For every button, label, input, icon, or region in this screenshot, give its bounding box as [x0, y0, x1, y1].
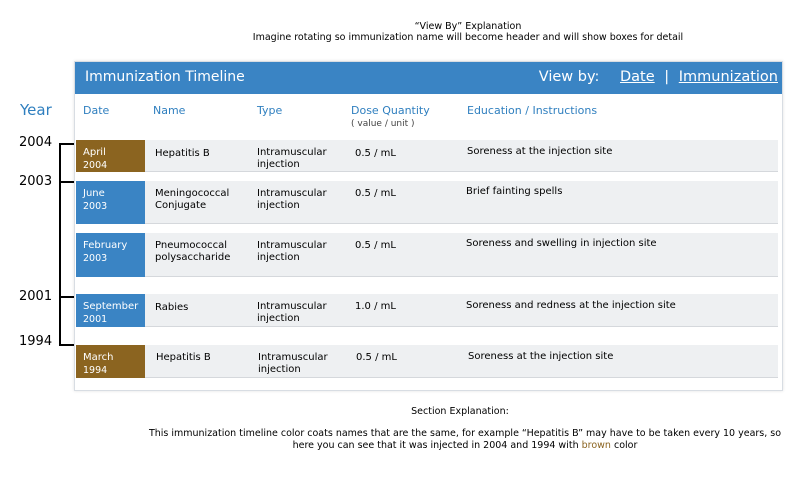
- row-dose: 0.5 / mL: [356, 352, 397, 363]
- date-year: 1994: [83, 365, 108, 376]
- table-row[interactable]: [76, 233, 778, 277]
- timeline-year-2003: 2003: [19, 174, 53, 189]
- row-dose: 0.5 / mL: [355, 240, 396, 251]
- row-education: Soreness at the injection site: [468, 351, 614, 362]
- date-month: June: [83, 188, 105, 199]
- column-subheader-dose-unit: ( value / unit ): [351, 119, 415, 129]
- row-education: Soreness and swelling in injection site: [466, 238, 657, 249]
- view-by-separator: |: [664, 69, 670, 85]
- column-header-education: Education / Instructions: [467, 104, 598, 117]
- timeline-year-2004: 2004: [19, 135, 53, 150]
- row-name: Pneumococcal polysaccharide: [155, 240, 231, 263]
- table-row[interactable]: [76, 181, 778, 224]
- row-type: Intramuscular injection: [257, 301, 327, 324]
- row-name: Hepatitis B: [155, 148, 210, 159]
- row-type: Intramuscular injection: [258, 352, 328, 375]
- row-type: Intramuscular injection: [257, 147, 327, 170]
- date-box[interactable]: [76, 233, 145, 277]
- year-header: Year: [20, 101, 52, 119]
- date-box[interactable]: [76, 140, 145, 172]
- row-name: Rabies: [155, 302, 189, 313]
- section-explanation-text-end: color: [614, 440, 638, 451]
- column-header-name: Name: [153, 104, 186, 117]
- row-education: Soreness at the injection site: [467, 146, 613, 157]
- table-row[interactable]: [76, 140, 778, 172]
- row-name: Hepatitis B: [156, 352, 211, 363]
- view-by-controls: [539, 69, 778, 85]
- section-explanation-body: [140, 428, 790, 452]
- date-box[interactable]: [76, 181, 145, 224]
- date-month: April: [83, 147, 106, 158]
- timeline-year-1994: 1994: [19, 334, 53, 349]
- date-year: 2004: [83, 160, 108, 171]
- row-education: Soreness and redness at the injection site: [466, 300, 676, 311]
- column-header-type: Type: [257, 104, 283, 117]
- row-dose: 0.5 / mL: [355, 188, 396, 199]
- column-header-dose: Dose Quantity: [351, 104, 430, 117]
- table-row[interactable]: [76, 294, 778, 327]
- date-box[interactable]: [76, 294, 145, 327]
- section-explanation-title: Section Explanation:: [411, 406, 509, 417]
- view-by-label: View by:: [538, 69, 600, 85]
- date-month: September: [83, 301, 139, 312]
- panel-title: Immunization Timeline: [85, 69, 245, 85]
- date-box[interactable]: [76, 345, 145, 378]
- date-month: March: [83, 352, 114, 363]
- date-year: 2001: [83, 314, 108, 325]
- timeline-bracket-line: [59, 143, 61, 345]
- row-type: Intramuscular injection: [257, 240, 327, 263]
- panel-header: [75, 62, 782, 94]
- timeline-year-2001: 2001: [19, 289, 53, 304]
- column-header-date: Date: [83, 104, 110, 117]
- date-month: February: [83, 240, 128, 251]
- row-dose: 1.0 / mL: [355, 301, 396, 312]
- row-dose: 0.5 / mL: [355, 148, 396, 159]
- view-by-explanation-subtitle: Imagine rotating so immunization name will become header and will show boxes for detail: [252, 32, 684, 43]
- table-row[interactable]: [76, 345, 778, 378]
- view-by-date-link[interactable]: Date: [620, 69, 655, 85]
- date-year: 2003: [83, 253, 108, 264]
- view-by-explanation-title: “View By” Explanation: [414, 21, 522, 32]
- section-explanation-text: This immunization timeline color coats names that are the same, for example “Hepatitis B” may have to be taken every 10 years, so here you can see that it was injected in 2004 and 1994 with: [148, 428, 782, 451]
- date-year: 2003: [83, 201, 108, 212]
- row-type: Intramuscular injection: [257, 188, 327, 211]
- view-by-immunization-link[interactable]: Immunization: [678, 69, 778, 85]
- row-education: Brief fainting spells: [466, 186, 563, 197]
- row-name: Meningococcal Conjugate: [155, 188, 230, 211]
- section-explanation-highlight: brown: [581, 440, 611, 451]
